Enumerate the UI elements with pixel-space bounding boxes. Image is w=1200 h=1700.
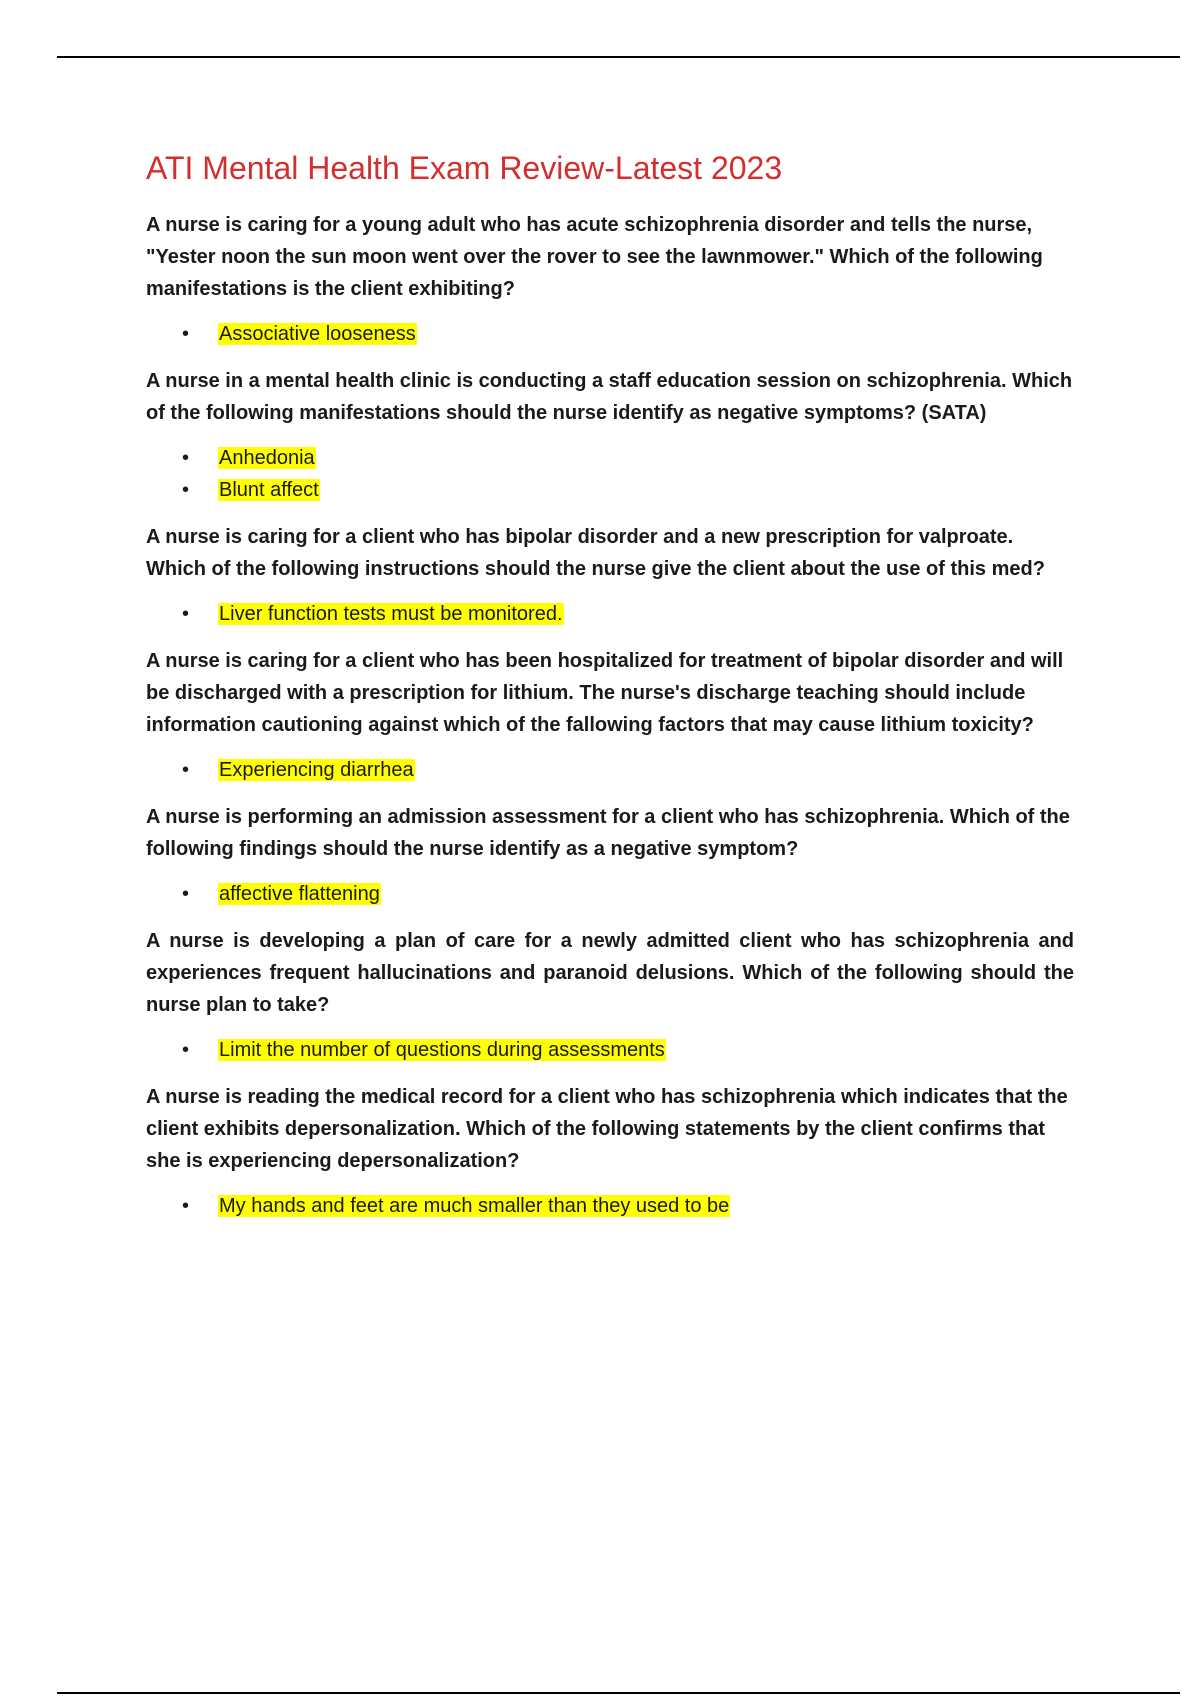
answer-list (146, 754, 1074, 786)
bullet-icon: • (182, 883, 190, 905)
answer-list (146, 442, 1074, 506)
highlighted-answer: My hands and feet are much smaller than they used to be (219, 1195, 730, 1217)
bullet-icon: • (182, 1195, 190, 1217)
question-block (146, 1081, 1074, 1222)
top-rule (57, 56, 1180, 58)
question-text: A nurse is performing an admission assessment for a client who has schizophrenia. Which of the following findings should the nurse identify as a negative symptom? (146, 806, 1070, 860)
document-title: ATI Mental Health Exam Review-Latest 2023 (146, 150, 783, 186)
highlighted-answer: Anhedonia (219, 447, 315, 469)
answer-list (146, 1190, 1074, 1222)
question-text: A nurse in a mental health clinic is conducting a staff education session on schizophrenia. Which of the following manifestations should the nurse identify as negative symptoms? (SATA) (146, 370, 1073, 424)
highlighted-answer: Experiencing diarrhea (219, 759, 414, 781)
question-text: A nurse is developing a plan of care for a newly admitted client who has schizophrenia and experiences frequent hallucinations and paranoid delusions. Which of the following should the nurse plan to take? (146, 930, 1074, 1016)
highlighted-answer: affective flattening (219, 883, 380, 905)
highlighted-answer: Limit the number of questions during assessments (219, 1039, 665, 1061)
answer-item (182, 442, 1074, 474)
question-block (146, 209, 1074, 350)
question-text: A nurse is caring for a client who has been hospitalized for treatment of bipolar disorder and will be discharged with a prescription for lithium. The nurse's discharge teaching should include information cautioning against which of the fallowing factors that may cause lithium toxicity? (146, 650, 1064, 736)
answer-list (146, 598, 1074, 630)
answer-list (146, 878, 1074, 910)
answer-list (146, 1034, 1074, 1066)
highlighted-answer: Associative looseness (219, 323, 416, 345)
document-body (146, 147, 1074, 1237)
bullet-icon: • (182, 323, 190, 345)
answer-list (146, 318, 1074, 350)
bullet-icon: • (182, 447, 190, 469)
answer-item (182, 1034, 1074, 1066)
bullet-icon: • (182, 603, 190, 625)
bullet-icon: • (182, 759, 190, 781)
question-block (146, 521, 1074, 630)
question-text: A nurse is caring for a client who has bipolar disorder and a new prescription for valproate. Which of the following instructions should the nurse give the client about the use of this med? (146, 526, 1045, 580)
answer-item (182, 474, 1074, 506)
answer-item (182, 1190, 1074, 1222)
bottom-rule (57, 1692, 1180, 1694)
answer-item (182, 878, 1074, 910)
highlighted-answer: Blunt affect (219, 479, 319, 501)
question-block (146, 645, 1074, 786)
question-text: A nurse is reading the medical record for a client who has schizophrenia which indicates that the client exhibits depersonalization. Which of the following statements by the client confirms that she is experiencing depersonalization? (146, 1086, 1068, 1172)
highlighted-answer: Liver function tests must be monitored. (219, 603, 563, 625)
answer-item (182, 754, 1074, 786)
bullet-icon: • (182, 1039, 190, 1061)
question-block (146, 801, 1074, 910)
bullet-icon: • (182, 479, 190, 501)
question-block (146, 365, 1074, 506)
question-text: A nurse is caring for a young adult who has acute schizophrenia disorder and tells the nurse, "Yester noon the sun moon went over the rover to see the lawnmower." Which of the following manifestations is the client exhibiting? (146, 214, 1043, 300)
answer-item (182, 318, 1074, 350)
answer-item (182, 598, 1074, 630)
question-block (146, 925, 1074, 1066)
